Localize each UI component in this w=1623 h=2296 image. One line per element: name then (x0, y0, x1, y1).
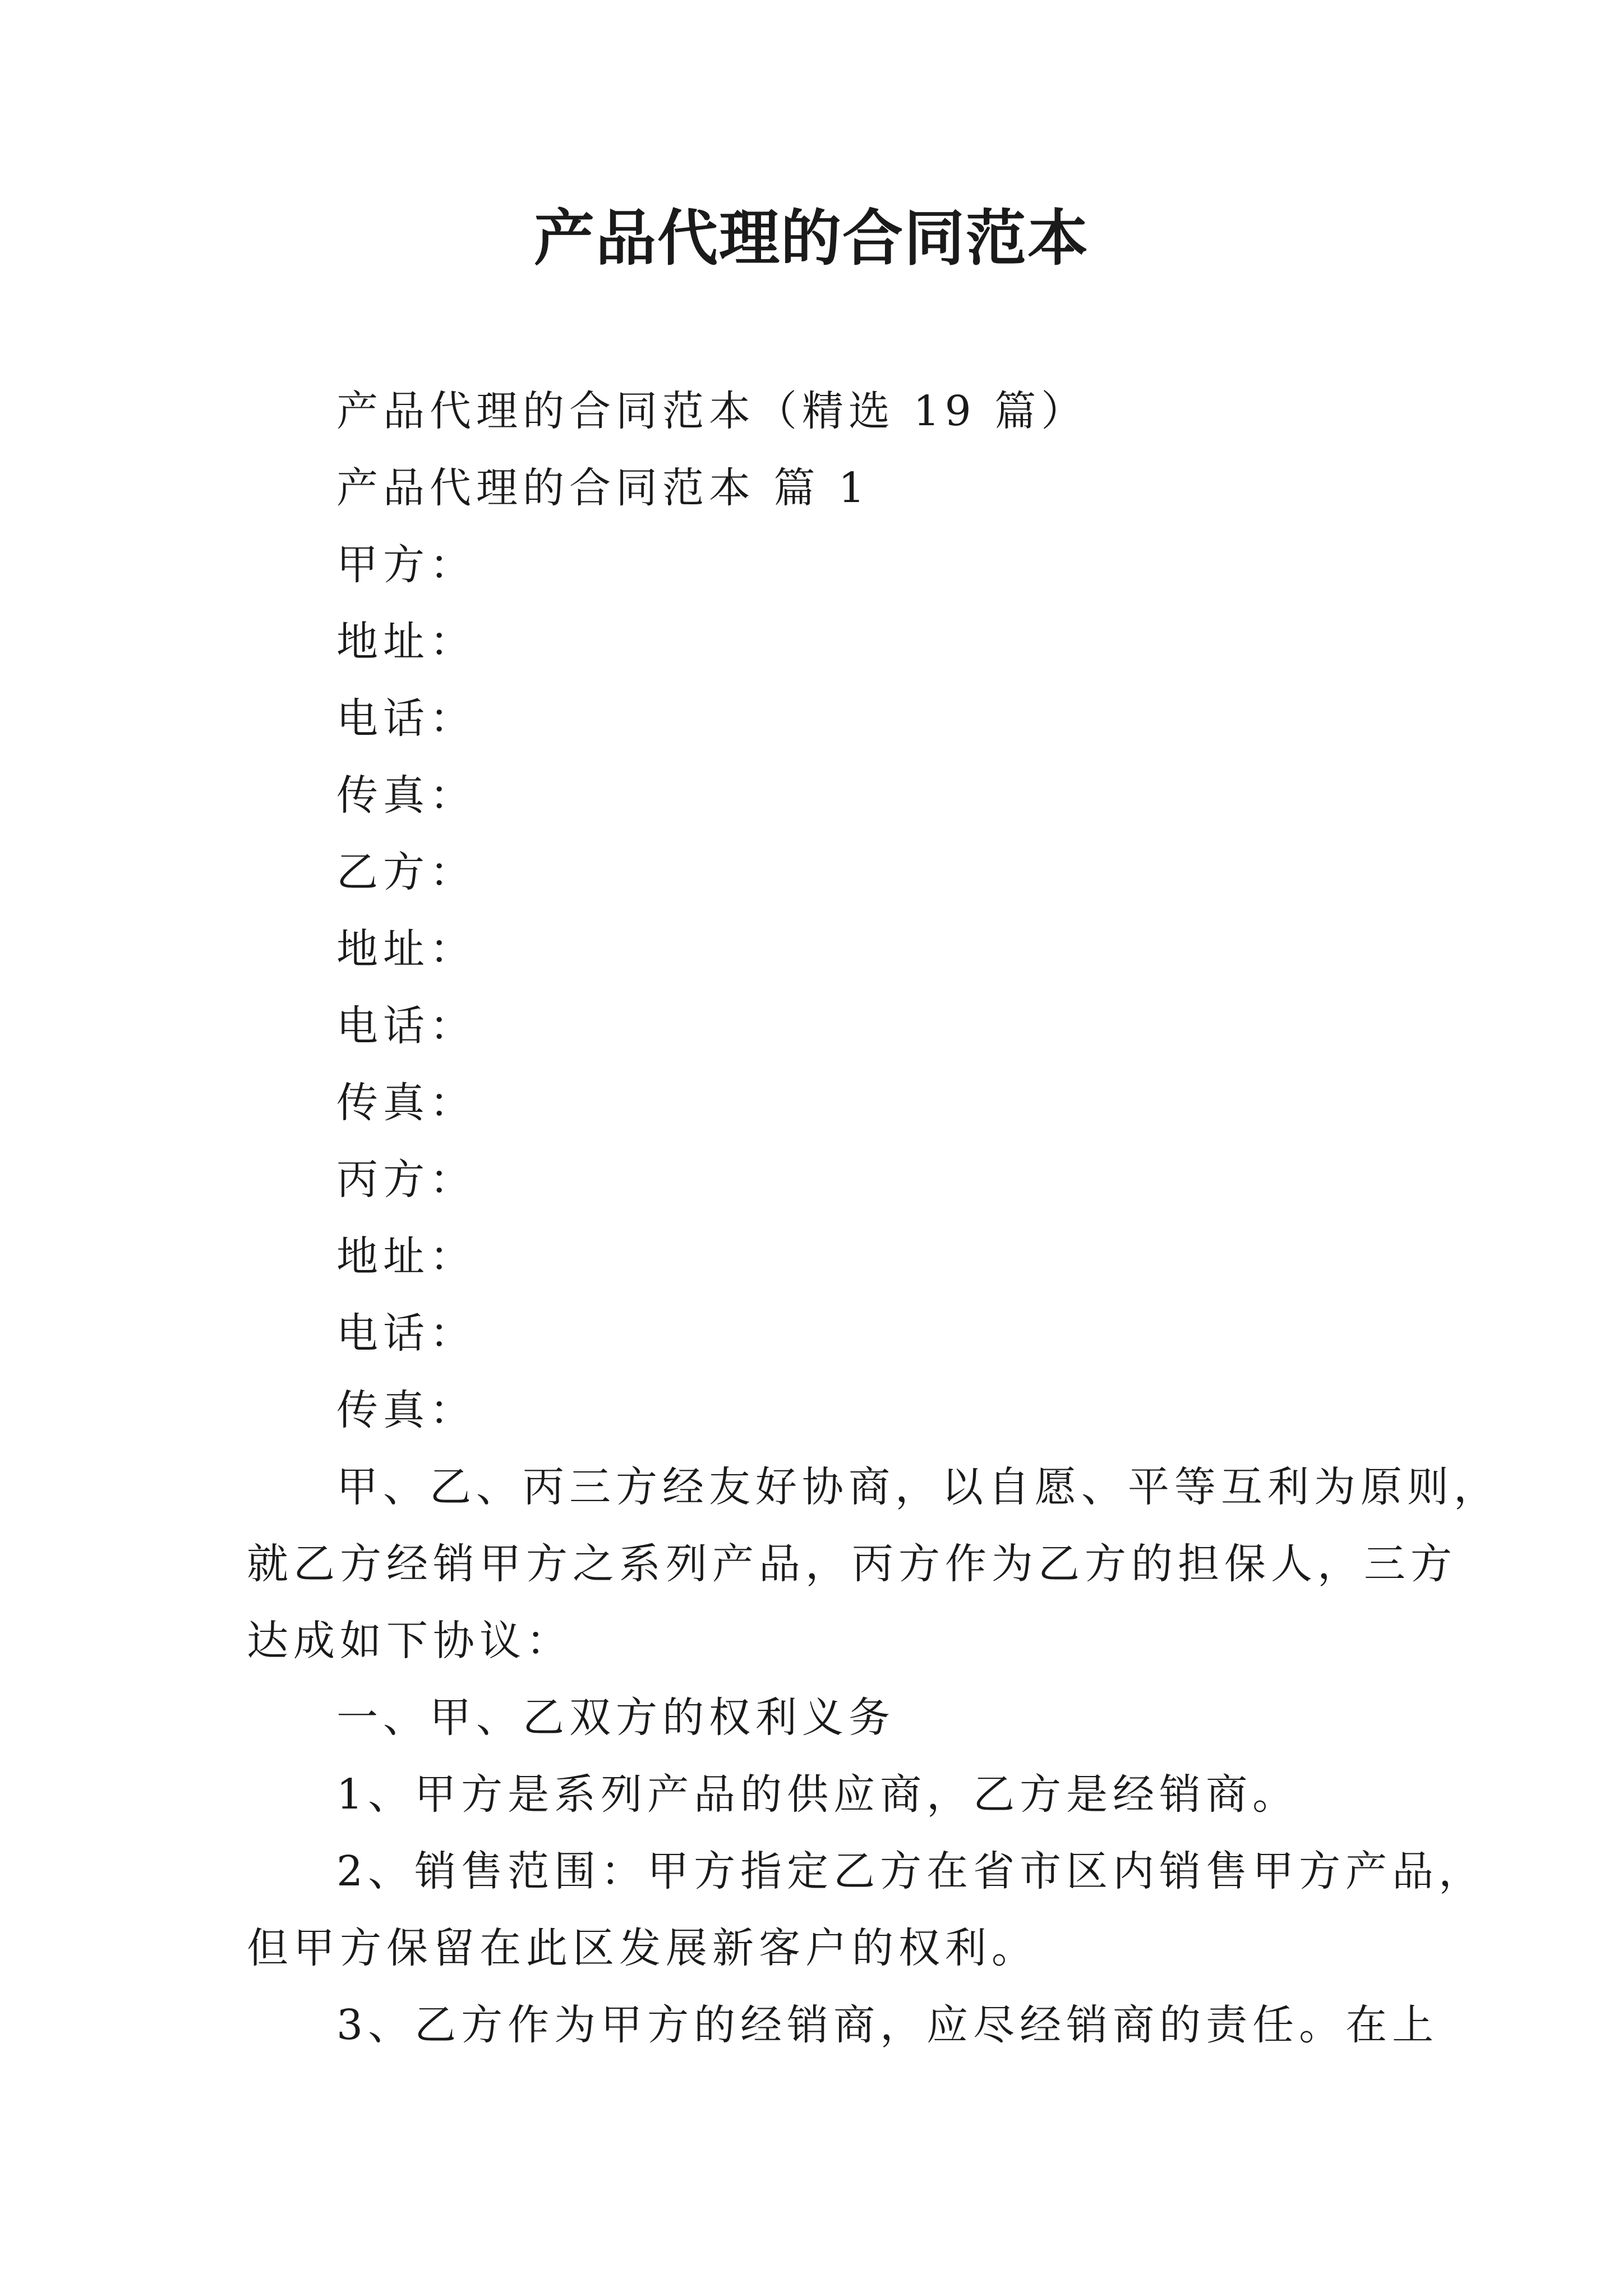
clause-item: 1、甲方是系列产品的供应商，乙方是经销商。 (336, 1770, 1299, 1819)
clause-heading: 一、甲、乙双方的权利义务 (336, 1694, 895, 1742)
party-b-fax-label: 传真： (336, 1079, 476, 1127)
intro-paragraph-line: 甲、乙、丙三方经友好协商，以自愿、平等互利为原则， (336, 1463, 1500, 1511)
document-body (247, 373, 1500, 2064)
party-b-label: 乙方： (336, 848, 476, 896)
party-c-fax-label: 传真： (336, 1386, 476, 1434)
party-a-phone-label: 电话： (336, 694, 476, 743)
intro-paragraph-line: 达成如下协议： (247, 1617, 573, 1665)
intro-paragraph-line: 就乙方经销甲方之系列产品，丙方作为乙方的担保人，三方 (247, 1540, 1457, 1588)
party-a-label: 甲方： (336, 541, 476, 589)
party-b-phone-label: 电话： (336, 1002, 476, 1050)
clause-item: 2、销售范围：甲方指定乙方在省市区内销售甲方产品， (336, 1847, 1486, 1895)
party-a-address-label: 地址： (336, 618, 476, 666)
party-c-label: 丙方： (336, 1156, 476, 1204)
subtitle-line: 产品代理的合同范本（精选 19 篇） (336, 387, 1088, 435)
document-title: 产品代理的合同范本 (533, 203, 1089, 274)
clause-item-continuation: 但甲方保留在此区发展新客户的权利。 (247, 1924, 1038, 1972)
clause-item: 3、乙方作为甲方的经销商，应尽经销商的责任。在上 (336, 2001, 1439, 2049)
party-a-fax-label: 传真： (336, 771, 476, 820)
section-heading: 产品代理的合同范本 篇 1 (336, 464, 870, 512)
party-b-address-label: 地址： (336, 925, 476, 973)
party-c-phone-label: 电话： (336, 1309, 476, 1358)
party-c-address-label: 地址： (336, 1232, 476, 1281)
